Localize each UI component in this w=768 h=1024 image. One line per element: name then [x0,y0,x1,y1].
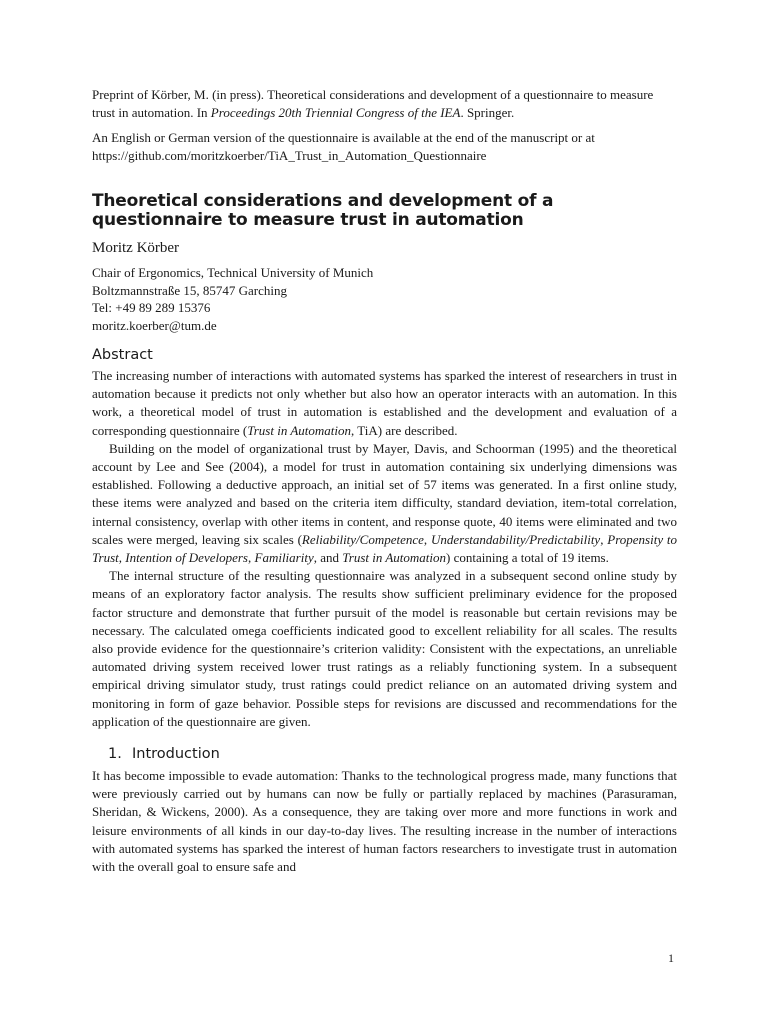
preprint-text: Preprint of Körber, M. (in press). Theoretical considerations and development of a questionnaire to measure trust in automation. In [92,87,654,120]
preprint-publisher: . Springer. [460,104,515,120]
abstract-heading: Abstract [92,347,153,363]
abstract-p1-text-a: The increasing number of interactions with automated systems has sparked the interest of researchers in trust in automation because it predicts not only whether but also how an operator interacts with an automation. In this work, a theoretical model of trust in automation is established and the development and evaluation of a corresponding questionnaire ( [92,368,677,438]
scale-understandability: Understandability/Predictability [430,531,601,547]
abstract-p2-sep-2: , [600,531,608,547]
scale-propensity-intention: Propensity to Trust, Intention of Developers [92,531,678,566]
abstract-paragraph-2 [92,440,677,567]
author-name: Moritz Körber [92,240,180,256]
abstract-p2-sep-1: , [423,531,431,547]
intro-heading-text: Introduction [132,746,220,763]
scale-familiarity: Familiarity [254,550,314,566]
abstract-p2-text-b: ) containing a total of 19 items. [446,550,609,566]
scale-reliability: Reliability/Competence [301,531,424,547]
page-content [92,86,677,876]
availability-note: An English or German version of the questionnaire is available at the end of the manuscript or at https://github.com/moritzkoerber/TiA_Trust_in_Automation_Questionnaire [92,130,595,163]
abstract-p2-sep-3: , [248,550,255,566]
affiliation-email: moritz.koerber@tum.de [92,317,217,333]
abstract-paragraph-1 [92,367,677,440]
preprint-journal: Proceedings 20th Triennial Congress of the IEA [210,104,461,120]
scale-trust: Trust in Automation [342,550,447,566]
page-number: 1 [668,951,674,965]
abstract-p1-text-b: , TiA) are described. [351,422,458,438]
intro-paragraph: It has become impossible to evade automation: Thanks to the technological progress made, many functions that were previously carried out by humans can now be fully or partially replaced by machines (Parasuraman, Sheridan, & Wickens, 2000). As a consequence, they are taking over more and more functions in work and leisure environments of all kinds in our day-to-day lives. The resulting increase in the number of interactions with automated systems has sparked the interest of human factors researchers to investigate trust in automation with the overall goal to ensure safe and [92,768,677,875]
preprint-note [92,86,677,121]
intro-number: 1. [108,746,122,763]
intro-heading [108,746,677,762]
abstract-p2-text-a: Building on the model of organizational trust by Mayer, Davis, and Schoorman (1995) and the theoretical account by Lee and See (2004), a model for trust in automation containing six underlying dimensions was established. Following a deductive approach, an initial set of 57 items was generated. In a first online study, these items were analyzed and based on the criteria item difficulty, standard deviation, item-total correlation, internal consistency, overlap with other items in content, and response quote, 40 items were eliminated and two scales were merged, leaving six scales ( [92,440,677,547]
affiliation-tel: Tel: +49 89 289 15376 [92,300,211,315]
abstract-p2-sep-4: , and [313,550,343,566]
affiliation-chair: Chair of Ergonomics, Technical University of Munich [92,265,374,280]
affiliation-address: Boltzmannstraße 15, 85747 Garching [92,282,287,298]
abstract-paragraph-3: The internal structure of the resulting questionnaire was analyzed in a subsequent second online study by means of an exploratory factor analysis. The results show sufficient preliminary evidence for the proposed factor structure and demonstrate that further pursuit of the model is reasonable but certain revisions may be necessary. The calculated omega coefficients indicated good to excellent reliability for all scales. The results also provide evidence for the questionnaire’s criterion validity: Consistent with the expectations, an unreliable automated driving system received lower trust ratings as a reliably functioning system. In a subsequent empirical driving simulator study, trust ratings could predict reliance on an automated driving system and monitoring in form of gaze behavior. Possible steps for revisions are discussed and recommendations for the application of the questionnaire are given. [92,568,677,729]
paper-title: Theoretical considerations and development of a questionnaire to measure trust in automation [92,191,554,230]
abstract-p1-italic: Trust in Automation [247,422,352,438]
